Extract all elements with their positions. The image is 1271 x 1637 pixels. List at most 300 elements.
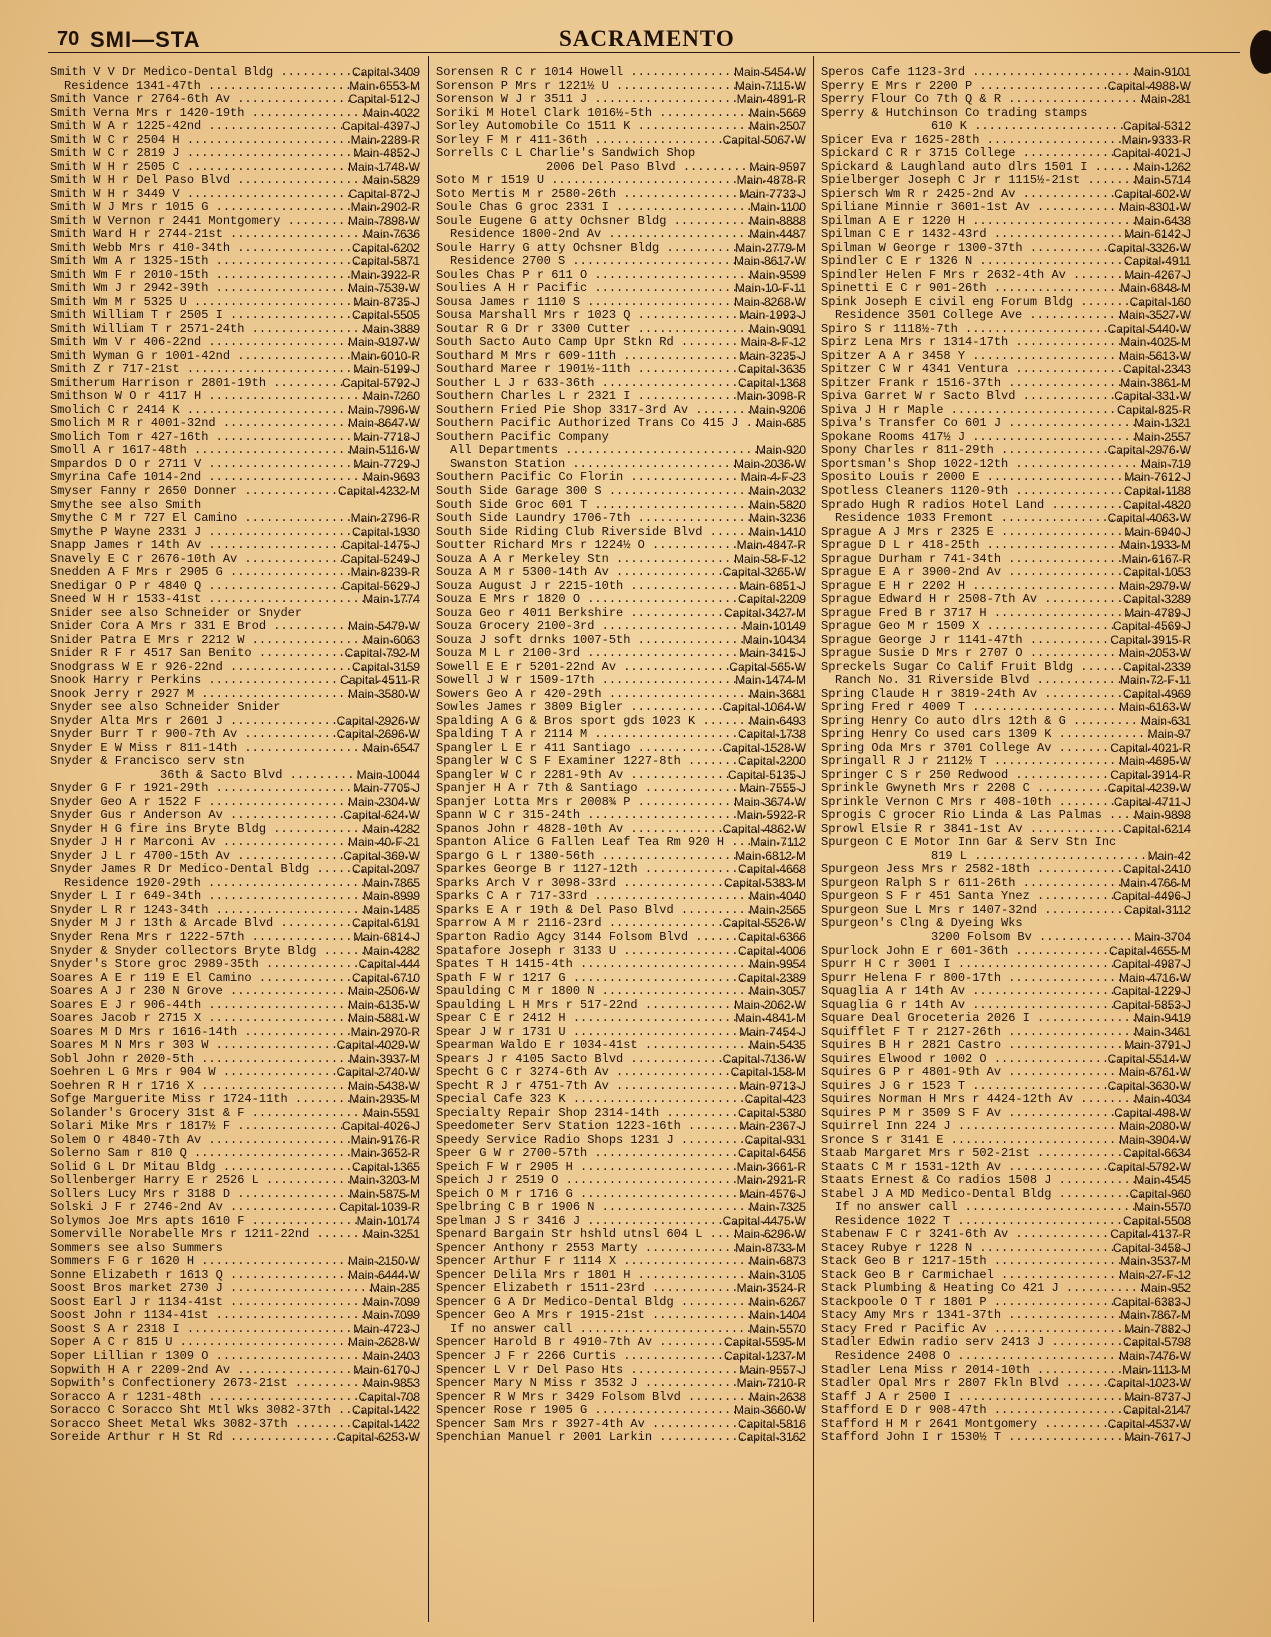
- listing-name: Soehren R H r 1716 X .....: [50, 1080, 420, 1094]
- listing-entry: [50, 782, 420, 796]
- listing-phone: Capital-5798: [1122, 1336, 1191, 1350]
- listing-name: Squires P M r 3509 S F Av .....: [821, 1107, 1191, 1121]
- listing-name: Souther L J r 633-36th .....: [436, 377, 806, 391]
- listing-phone: Main-5591: [363, 1106, 420, 1120]
- listing-phone: Main-7555-J: [739, 782, 806, 796]
- listing-phone: Main-6547: [363, 741, 420, 755]
- listing-phone: Main-3524-R: [736, 1282, 806, 1296]
- listing-entry: [436, 1255, 806, 1269]
- listing-name: Smythe P Wayne 2331 J .....: [50, 526, 420, 540]
- listing-phone: Capital-6191: [351, 917, 420, 931]
- listing-name: Spiliane Minnie r 3601-1st Av .....: [821, 201, 1191, 215]
- listing-phone: Main-685: [755, 417, 806, 431]
- listing-entry: [50, 1107, 420, 1121]
- listing-entry: [50, 512, 420, 526]
- listing-entry: [50, 336, 420, 350]
- listing-phone: Capital-423: [744, 1093, 806, 1107]
- listing-name: Sparkes George B r 1127-12th .....: [436, 863, 806, 877]
- listing-name: Sobl John r 2020-5th .....: [50, 1053, 420, 1067]
- listing-entry: [50, 390, 420, 404]
- listing-phone: Capital-1528-W: [722, 741, 806, 755]
- listing-name: Souza August J r 2215-10th .....: [436, 580, 806, 594]
- listing-name: Smith Ward H r 2744-21st .....: [50, 228, 420, 242]
- listing-name: Sorrells C L Charlie's Sandwich Shop: [436, 147, 696, 161]
- listing-entry: [436, 336, 806, 350]
- listing-phone: Capital-4029-W: [336, 1039, 420, 1053]
- listing-phone: Main-2036-W: [733, 457, 806, 471]
- listing-name: Speich F W r 2905 H .....: [436, 1161, 806, 1175]
- listing-name: Spiro S r 1118½-7th .....: [821, 323, 1191, 337]
- listing-entry: [436, 188, 806, 202]
- listing-phone: Main-1321: [1134, 417, 1191, 431]
- listing-entry: [50, 972, 420, 986]
- listing-entry: [821, 444, 1191, 458]
- listing-name: Soares A J r 230 N Grove .....: [50, 985, 420, 999]
- listing-name: Snyder Alta Mrs r 2601 J .....: [50, 715, 420, 729]
- listing-entry: [821, 350, 1191, 364]
- listing-entry: [436, 728, 806, 742]
- listing-entry: [50, 985, 420, 999]
- listing-entry: [436, 931, 806, 945]
- listing-entry: [436, 526, 806, 540]
- listing-phone: Capital-3409: [351, 66, 420, 79]
- listing-entry: [436, 107, 806, 121]
- listing-name: Smpardos D O r 2711 V .....: [50, 458, 420, 472]
- listing-name: Stafford John I r 1530½ T .....: [821, 1431, 1191, 1445]
- listing-phone: Main-7325: [749, 1201, 806, 1215]
- listing-name: Sparks E A r 19th & Del Paso Blvd .....: [436, 904, 806, 918]
- listing-entry: [821, 836, 1191, 850]
- listing-entry: [436, 1039, 806, 1053]
- listing-name: Spencer Geo A Mrs r 1915-21st .....: [436, 1309, 806, 1323]
- listing-name: Sprague A J Mrs r 2325 E .....: [821, 526, 1191, 540]
- listing-name: Spindler C E r 1326 N .....: [821, 255, 1191, 269]
- listing-entry: [821, 1336, 1191, 1350]
- listing-phone: Main-5116-W: [348, 444, 420, 458]
- listing-entry: [50, 161, 420, 175]
- listing-name: Spilman C E r 1432-43rd .....: [821, 228, 1191, 242]
- listing-name: Sowell E E r 5201-22nd Av .....: [436, 661, 806, 675]
- listing-entry: [821, 715, 1191, 729]
- listing-name: Spiva J H r Maple .....: [821, 404, 1191, 418]
- listing-name: Speedy Service Radio Shops 1231 J .....: [436, 1134, 806, 1148]
- listing-entry: [821, 1053, 1191, 1067]
- listing-entry: [821, 1431, 1191, 1445]
- listing-entry: [821, 390, 1191, 404]
- listing-phone: Main-3235-J: [739, 349, 806, 363]
- listing-name: Smith Wm F r 2010-15th .....: [50, 269, 420, 283]
- listing-entry: [50, 471, 420, 485]
- listing-phone: Main-281: [1140, 93, 1191, 107]
- listing-phone: Capital-4511-R: [340, 674, 420, 688]
- listing-entry: [821, 1364, 1191, 1378]
- listing-name: Sorenson P Mrs r 1221½ U .....: [436, 80, 806, 94]
- listing-phone: Capital-5871: [351, 255, 420, 269]
- listing-entry: [50, 1093, 420, 1107]
- listing-phone: Capital-160: [1129, 295, 1191, 309]
- listing-entry: [821, 147, 1191, 161]
- listing-entry: [436, 647, 806, 661]
- listing-name: Stackpoole O T r 1801 P .....: [821, 1296, 1191, 1310]
- listing-phone: Main-5435: [749, 1039, 806, 1053]
- listing-name: Sprado Hugh R radios Hotel Land .....: [821, 499, 1191, 513]
- listing-name: Sprague E H r 2202 H .....: [821, 580, 1191, 594]
- listing-phone: Main-2032: [749, 484, 806, 498]
- listing-entry: [436, 174, 806, 188]
- listing-entry: [821, 80, 1191, 94]
- listing-phone: Capital-2926-W: [336, 714, 420, 728]
- listing-name: Soules Chas P r 611 O .....: [436, 269, 806, 283]
- listing-phone: Main-7617-J: [1124, 1431, 1191, 1445]
- listing-entry: [821, 215, 1191, 229]
- listing-phone: Main-6851-J: [739, 579, 806, 593]
- listing-entry: [436, 904, 806, 918]
- listing-name: Stafford E D r 908-47th .....: [821, 1404, 1191, 1418]
- listing-name: Spaulding C M r 1800 N .....: [436, 985, 806, 999]
- listing-name: Spencer Arthur F r 1114 X .....: [436, 1255, 806, 1269]
- listing-entry: [50, 836, 420, 850]
- listing-phone: Capital-7136-W: [722, 1052, 806, 1066]
- listing-entry: [436, 809, 806, 823]
- listing-phone: Main-2506-W: [347, 985, 420, 999]
- listing-name: Spencer Anthony r 2553 Marty .....: [436, 1242, 806, 1256]
- listing-name: Spurr H C r 3001 I .....: [821, 958, 1191, 972]
- listing-phone: Capital-5135-J: [727, 768, 806, 782]
- listing-entry: [821, 269, 1191, 283]
- listing-entry: [821, 93, 1191, 107]
- listing-entry: [436, 823, 806, 837]
- listing-phone: Main-2289-R: [350, 133, 420, 147]
- listing-entry: [50, 688, 420, 702]
- listing-name: Spencer Delila Mrs r 1801 H .....: [436, 1269, 806, 1283]
- listing-name: Sorley F M r 411-36th .....: [436, 134, 806, 148]
- listing-phone: Main-9557-J: [739, 1363, 806, 1377]
- listing-entry: [50, 444, 420, 458]
- listing-name: Spindler Helen F Mrs r 2632-4th Av .....: [821, 269, 1191, 283]
- listing-entry: [50, 80, 420, 94]
- listing-name: Stack Plumbing & Heating Co 421 J .....: [821, 1282, 1191, 1296]
- listing-entry: [50, 1418, 420, 1432]
- listing-phone: Capital-158-M: [730, 1066, 806, 1080]
- listing-entry: [821, 309, 1191, 323]
- listing-phone: Main-9898: [1134, 809, 1191, 823]
- listing-phone: Main-6812-M: [735, 849, 806, 863]
- listing-name: Sowers Geo A r 420-29th .....: [436, 688, 806, 702]
- listing-name: Spitzer A A r 3458 Y .....: [821, 350, 1191, 364]
- listing-entry: [436, 958, 806, 972]
- listing-phone: Main-3937-M: [349, 1052, 420, 1066]
- listing-phone: Main-6296-W: [733, 1228, 806, 1242]
- listing-name: Snyder E W Miss r 811-14th .....: [50, 742, 420, 756]
- listing-name: Soares E J r 906-44th .....: [50, 999, 420, 1013]
- listing-name: Stadler Edwin radio serv 2413 J .....: [821, 1336, 1191, 1350]
- column-divider: [813, 56, 814, 1622]
- listing-phone: Main-7099: [363, 1309, 420, 1323]
- listing-name: Spencer Elizabeth r 1511-23rd .....: [436, 1282, 806, 1296]
- listing-entry: [50, 107, 420, 121]
- listing-name: Residence 1341-47th .....: [50, 80, 420, 94]
- listing-entry: [436, 404, 806, 418]
- listing-name: Smith W J Mrs r 1015 G .....: [50, 201, 420, 215]
- listing-name: Spitzer Frank r 1516-37th .....: [821, 377, 1191, 391]
- listing-entry: [821, 1404, 1191, 1418]
- listing-phone: Main-4576-J: [739, 1187, 806, 1201]
- listing-phone: Main-9206: [749, 403, 806, 417]
- listing-phone: Main-7996-W: [347, 403, 420, 417]
- listing-entry: [821, 499, 1191, 513]
- listing-phone: Main-4267-J: [1124, 268, 1191, 282]
- listing-entry: [436, 620, 806, 634]
- listing-name: Smythe C M r 727 El Camino .....: [50, 512, 420, 526]
- listing-name: Spates T H 1415-4th .....: [436, 958, 806, 972]
- listing-phone: Main-6553-M: [349, 79, 420, 93]
- listing-name: Snider Cora A Mrs r 331 E Brod .....: [50, 620, 420, 634]
- listing-phone: Capital-1039-R: [339, 1201, 420, 1215]
- listing-phone: Main-5570: [749, 1322, 806, 1336]
- listing-entry: [436, 782, 806, 796]
- listing-name: Soares A E r 119 E El Camino .....: [50, 972, 420, 986]
- listing-name: Smyrina Cafe 1014-2nd .....: [50, 471, 420, 485]
- listing-name: Spalding T A r 2114 M .....: [436, 728, 806, 742]
- listing-name: Spencer J F r 2266 Curtis .....: [436, 1350, 806, 1364]
- header-rule: [48, 52, 1240, 53]
- listing-entry: [821, 796, 1191, 810]
- listing-name: Soutar R G Dr r 3300 Cutter .....: [436, 323, 806, 337]
- listing-entry: [50, 1269, 420, 1283]
- listing-entry: [821, 1296, 1191, 1310]
- listing-name: Stadler Lena Miss r 2014-10th .....: [821, 1364, 1191, 1378]
- listing-phone: Capital-4987-J: [1112, 958, 1191, 972]
- listing-phone: Capital-6383-J: [1112, 1295, 1191, 1309]
- listing-entry: [50, 1296, 420, 1310]
- listing-phone: Main-3681: [749, 687, 806, 701]
- listing-entry: [821, 634, 1191, 648]
- listing-entry: [50, 147, 420, 161]
- listing-entry: [50, 917, 420, 931]
- listing-entry: [50, 350, 420, 364]
- listing-name: Southern Pacific Authorized Trans Co 415 J .....: [436, 417, 806, 431]
- listing-name: Spurgeon Jess Mrs r 2582-18th .....: [821, 863, 1191, 877]
- listing-phone: Main-5454-W: [733, 66, 806, 79]
- listing-phone: Main-3203-M: [349, 1174, 420, 1188]
- listing-phone: Capital-4239-W: [1107, 782, 1191, 796]
- listing-name: Spencer G A Dr Medico-Dental Bldg .....: [436, 1296, 806, 1310]
- listing-name: Smith Wm A r 1325-15th .....: [50, 255, 420, 269]
- listing-name: Solymos Joe Mrs apts 1610 F .....: [50, 1215, 420, 1229]
- listing-phone: Main-5479-W: [347, 620, 420, 634]
- listing-name: South Side Riding Club Riverside Blvd .....: [436, 526, 806, 540]
- listing-name: Spencer Sam Mrs r 3927-4th Av .....: [436, 1418, 806, 1432]
- listing-name: Spenchian Manuel r 2001 Larkin .....: [436, 1431, 806, 1445]
- listing-entry: [436, 1228, 806, 1242]
- listing-entry: [436, 1215, 806, 1229]
- listing-name: Solerno Sam r 810 Q .....: [50, 1147, 420, 1161]
- listing-phone: Capital-4668: [737, 863, 806, 877]
- listing-phone: Capital-4137-R: [1110, 1228, 1191, 1242]
- listing-entry: [436, 688, 806, 702]
- listing-entry: [436, 471, 806, 485]
- listing-phone: Main-285: [369, 1282, 420, 1296]
- listing-entry: [50, 634, 420, 648]
- listing-name: Spurlock John E r 601-36th .....: [821, 945, 1191, 959]
- listing-entry: [50, 1377, 420, 1391]
- listing-name: Spitzer C W r 4341 Ventura .....: [821, 363, 1191, 377]
- listing-name: Stacey Rubye r 1228 N .....: [821, 1242, 1191, 1256]
- listing-name: Spring Henry Co auto dlrs 12th & G .....: [821, 715, 1191, 729]
- listing-name: Sprinkle Gwyneth Mrs r 2208 C .....: [821, 782, 1191, 796]
- listing-phone: Main-4487: [749, 228, 806, 242]
- listing-entry: [821, 485, 1191, 499]
- listing-entry: [436, 1309, 806, 1323]
- listing-phone: Main-8-F-12: [740, 336, 806, 350]
- listing-phone: Main-3105: [749, 1268, 806, 1282]
- listing-name: Stafford H M r 2641 Montgomery .....: [821, 1418, 1191, 1432]
- listing-name: Sronce S r 3141 E .....: [821, 1134, 1191, 1148]
- listing-phone: Main-2921-R: [736, 1174, 806, 1188]
- listing-phone: Main-9954: [749, 958, 806, 972]
- listing-name: Sprowl Elsie R r 3841-1st Av .....: [821, 823, 1191, 837]
- listing-phone: Capital-565-W: [729, 660, 806, 674]
- listing-phone: Main-7112: [750, 836, 806, 850]
- listing-phone: Capital-5505: [351, 309, 420, 323]
- listing-phone: Capital-4397-J: [341, 120, 420, 134]
- listing-column-2: [436, 66, 806, 1445]
- listing-entry: [50, 1039, 420, 1053]
- listing-entry: [436, 377, 806, 391]
- listing-name: Spears J r 4105 Sacto Blvd .....: [436, 1053, 806, 1067]
- listing-phone: Main-27-F-12: [1118, 1268, 1191, 1282]
- listing-entry: [436, 1093, 806, 1107]
- listing-entry: [436, 309, 806, 323]
- listing-name: Snider see also Schneider or Snyder: [50, 606, 303, 620]
- listing-name: Snyder Rena Mrs r 1222-57th .....: [50, 931, 420, 945]
- listing-entry: [50, 1161, 420, 1175]
- listing-name: Spalding A G & Bros sport gds 1023 K .....: [436, 715, 806, 729]
- listing-entry: [436, 282, 806, 296]
- listing-entry: [821, 1309, 1191, 1323]
- listing-phone: Main-6940-J: [1124, 525, 1191, 539]
- listing-entry: [821, 1350, 1191, 1364]
- listing-name: Smyser Fanny r 2650 Donner .....: [50, 485, 420, 499]
- listing-name: Sperry E Mrs r 2200 P .....: [821, 80, 1191, 94]
- listing-name: Snider Patra E Mrs r 2212 W .....: [50, 634, 420, 648]
- listing-phone: Main-1748-W: [347, 160, 420, 174]
- listing-name: Snyder & Francisco serv stn: [50, 755, 245, 769]
- listing-name: Snyder Gus r Anderson Av .....: [50, 809, 420, 823]
- listing-name: Spinetti E C r 901-26th .....: [821, 282, 1191, 296]
- listing-name: Soares M N Mrs r 303 W .....: [50, 1039, 420, 1053]
- listing-name: Smolich C r 2414 K .....: [50, 404, 420, 418]
- listing-phone: Main-3674-W: [733, 795, 806, 809]
- listing-entry: [50, 1066, 420, 1080]
- listing-name: Soracco C Soracco Sht Mtl Wks 3082-37th .....: [50, 1404, 420, 1418]
- listing-phone: Main-6135-W: [347, 998, 420, 1012]
- listing-name: Spring Oda Mrs r 3701 College Av .....: [821, 742, 1191, 756]
- listing-name: Spreckels Sugar Co Calif Fruit Bldg .....: [821, 661, 1191, 675]
- listing-name: Spangler L E r 411 Santiago .....: [436, 742, 806, 756]
- listing-phone: Main-2628-W: [347, 1336, 420, 1350]
- listing-entry: [821, 809, 1191, 823]
- listing-name: Soost Earl J r 1134-41st .....: [50, 1296, 420, 1310]
- listing-entry: [50, 134, 420, 148]
- listing-name: Spelbring C B r 1906 N .....: [436, 1201, 806, 1215]
- listing-phone: Main-1410: [749, 525, 806, 539]
- listing-name: Squires B H r 2821 Castro .....: [821, 1039, 1191, 1053]
- listing-entry: [436, 1147, 806, 1161]
- listing-entry: [821, 1120, 1191, 1134]
- listing-phone: Capital-5629-J: [341, 579, 420, 593]
- listing-entry: [821, 134, 1191, 148]
- listing-entry: [821, 512, 1191, 526]
- listing-phone: Main-1485: [363, 903, 420, 917]
- listing-entry: [50, 715, 420, 729]
- listing-name: Spencer L V r Del Paso Hts .....: [436, 1364, 806, 1378]
- listing-name: Somerville Norabelle Mrs r 1211-22nd .....: [50, 1228, 420, 1242]
- listing-phone: Capital-1738: [737, 728, 806, 742]
- listing-entry: [50, 1080, 420, 1094]
- listing-phone: Main-4847-R: [736, 539, 806, 553]
- listing-phone: Main-3661-R: [736, 1160, 806, 1174]
- listing-phone: Main-3098-R: [736, 390, 806, 404]
- listing-entry: [50, 120, 420, 134]
- listing-name: Smithson W O r 4117 H .....: [50, 390, 420, 404]
- listing-entry: [50, 999, 420, 1013]
- listing-name: Spring Claude H r 3819-24th Av .....: [821, 688, 1191, 702]
- listing-name: Solid G L Dr Mitau Bldg .....: [50, 1161, 420, 1175]
- listing-name: Spatafore Joseph r 3133 U .....: [436, 945, 806, 959]
- listing-entry: [436, 661, 806, 675]
- listing-name: Soost S A r 2318 I .....: [50, 1323, 420, 1337]
- listing-name: Sowell J W r 1509-17th .....: [436, 674, 806, 688]
- listing-entry: [436, 674, 806, 688]
- listing-entry: [50, 242, 420, 256]
- listing-phone: Capital-4569-J: [1112, 620, 1191, 634]
- listing-entry: [436, 215, 806, 229]
- listing-name: Sousa James r 1110 S .....: [436, 296, 806, 310]
- listing-name: Sofge Marguerite Miss r 1724-11th .....: [50, 1093, 420, 1107]
- listing-entry: [821, 1107, 1191, 1121]
- listing-name: Spanton Alice G Fallen Leaf Tea Rm 920 H .....: [436, 836, 806, 850]
- listing-phone: Capital-6253-W: [336, 1431, 420, 1445]
- listing-name: South Side Garage 300 S .....: [436, 485, 806, 499]
- listing-name: Soreide Arthur r H St Rd .....: [50, 1431, 420, 1445]
- listing-entry: [50, 1228, 420, 1242]
- listing-name: Squaglia G r 14th Av .....: [821, 999, 1191, 1013]
- listing-phone: Main-2053-W: [1118, 647, 1191, 661]
- listing-name: Snavely E C r 2676-10th Av .....: [50, 553, 420, 567]
- listing-entry: [50, 255, 420, 269]
- listing-phone: Main-9176-R: [350, 1133, 420, 1147]
- listing-entry: [436, 1404, 806, 1418]
- listing-phone: Main-97: [1147, 728, 1191, 742]
- listing-entry: [821, 1093, 1191, 1107]
- listing-name: Sprague Susie D Mrs r 2707 O .....: [821, 647, 1191, 661]
- listing-name: Snyder M J r 13th & Arcade Blvd .....: [50, 917, 420, 931]
- listing-entry: [50, 701, 420, 715]
- listing-name: Snyder G F r 1921-29th .....: [50, 782, 420, 796]
- listing-phone: Capital-3265-W: [722, 566, 806, 580]
- listing-entry: [436, 1431, 806, 1445]
- listing-entry: [50, 620, 420, 634]
- listing-phone: Capital-4969: [1122, 687, 1191, 701]
- listing-phone: Main-4852-J: [353, 147, 420, 161]
- listing-entry: [436, 917, 806, 931]
- listing-phone: Main-10174: [356, 1214, 420, 1228]
- page-number: 70: [57, 28, 80, 50]
- listing-name: South Side Groc 601 T .....: [436, 499, 806, 513]
- listing-phone: Main-6063: [363, 633, 420, 647]
- listing-name: Snyder & Snyder collectors Bryte Bldg .....: [50, 945, 420, 959]
